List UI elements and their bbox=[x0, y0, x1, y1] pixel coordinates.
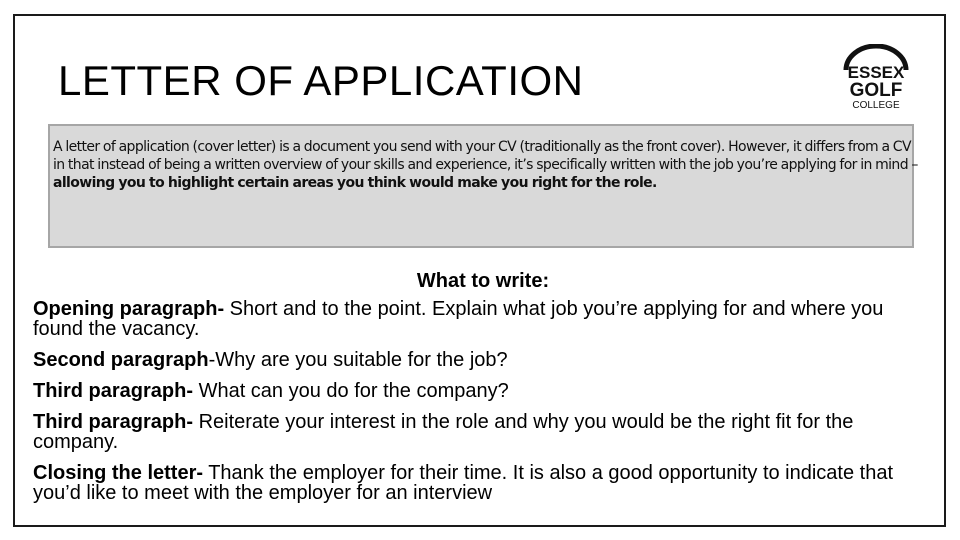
third-paragraph-item bbox=[33, 381, 938, 401]
intro-paragraph bbox=[53, 138, 923, 192]
logo-line-2: GOLF bbox=[849, 80, 903, 101]
item-text: Thank the employer for their time. It is also a good opportunity to indicate that you’d like to meet with the employer for an interview bbox=[33, 462, 894, 504]
logo-line-1: ESSEX bbox=[847, 63, 905, 82]
logo-line-3: COLLEGE bbox=[852, 100, 900, 110]
item-text: -Why are you suitable for the job? bbox=[208, 349, 508, 371]
item-text: What can you do for the company? bbox=[193, 380, 509, 402]
slide-title: LETTER OF APPLICATION bbox=[58, 57, 584, 104]
item-text: Short and to the point. Explain what job you’re applying for and where you found the vacancy. bbox=[33, 298, 884, 340]
what-to-write-heading: What to write: bbox=[416, 270, 550, 292]
item-label: Third paragraph- bbox=[33, 380, 194, 402]
item-text: Reiterate your interest in the role and why you would be the right fit for the company. bbox=[33, 411, 854, 453]
intro-text: A letter of application (cover letter) is a document you send with your CV (traditionally as the front cover). However, it differs from a CV in that instead of being a written overview of your skills and experience, it’s specifically written with the job you’re applying for in mind – bbox=[53, 139, 918, 173]
item-label: Third paragraph- bbox=[33, 411, 194, 433]
opening-paragraph-item bbox=[33, 299, 938, 339]
what-to-write-list bbox=[33, 299, 938, 514]
second-paragraph-item bbox=[33, 350, 938, 370]
closing-letter-item bbox=[33, 463, 938, 503]
item-label: Closing the letter- bbox=[33, 462, 204, 484]
third-paragraph-reiterate-item bbox=[33, 412, 938, 452]
intro-emphasis: allowing you to highlight certain areas you think would make you right for the role. bbox=[53, 175, 657, 191]
item-label: Opening paragraph- bbox=[33, 298, 225, 320]
item-label: Second paragraph bbox=[33, 349, 209, 371]
essex-golf-college-logo bbox=[838, 44, 914, 110]
